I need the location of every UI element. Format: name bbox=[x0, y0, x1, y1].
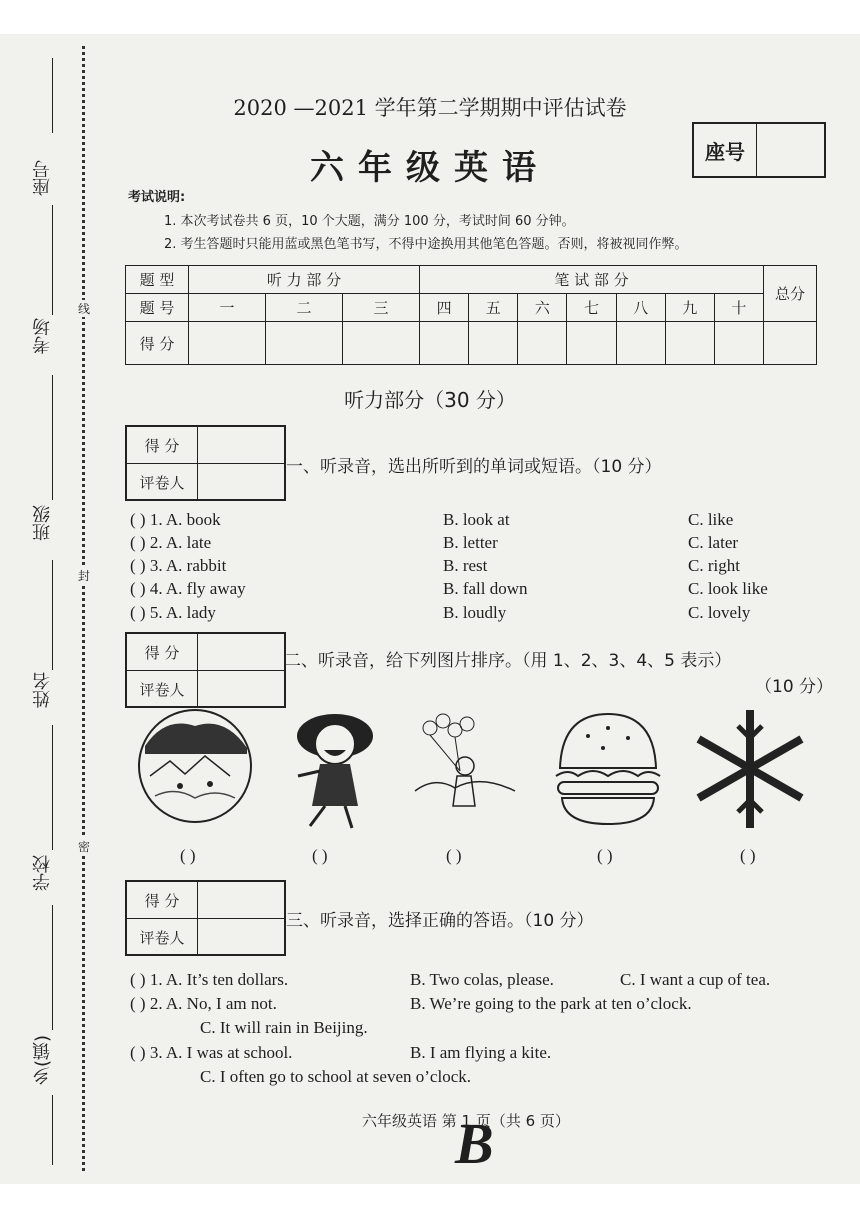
cut-mark-line: 线 bbox=[78, 302, 91, 316]
hamburger-picture bbox=[548, 706, 668, 831]
s1-q2-c: C. later bbox=[688, 533, 739, 552]
margin-label-school: 学校 bbox=[32, 855, 53, 891]
score-cell[interactable] bbox=[469, 322, 518, 365]
grader-box bbox=[125, 880, 286, 956]
s1-q1-c: C. like bbox=[688, 510, 734, 529]
score-table-total-label: 总分 bbox=[764, 266, 817, 322]
cut-line bbox=[82, 46, 85, 1171]
instruction-item: 1. 本次考试卷共 6 页，10 个大题，满分 100 分，考试时间 60 分钟。 bbox=[164, 214, 575, 229]
score-table-number: 六 bbox=[518, 294, 567, 322]
score-table-type-label: 题 型 bbox=[126, 266, 189, 294]
exam-title: 2020 —2021 学年第二学期期中评估试卷 bbox=[233, 96, 627, 120]
margin-label-seat: 座号 bbox=[32, 160, 53, 196]
s1-q2-b: B. letter bbox=[443, 533, 498, 552]
section3-title: 三、听录音，选择正确的答语。（10 分） bbox=[286, 911, 594, 931]
page-footer: 六年级英语 第 1 页（共 6 页） bbox=[362, 1112, 570, 1130]
seat-number-label: 座号 bbox=[694, 124, 757, 176]
margin-line bbox=[52, 725, 53, 850]
grader-score-label: 得 分 bbox=[127, 634, 198, 670]
picture-order-blank[interactable]: ( ) bbox=[312, 846, 328, 865]
s3-q1-b: B. Two colas, please. bbox=[410, 970, 554, 989]
picture-order-blank[interactable]: ( ) bbox=[740, 846, 756, 865]
score-table-number-label: 题 号 bbox=[126, 294, 189, 322]
balloon-girl-picture bbox=[405, 706, 525, 831]
section2-points: （10 分） bbox=[755, 677, 834, 697]
picture-order-blank[interactable]: ( ) bbox=[180, 846, 196, 865]
score-cell[interactable] bbox=[265, 322, 342, 365]
s1-q3-b: B. rest bbox=[443, 556, 488, 575]
margin-line bbox=[52, 560, 53, 670]
margin-line bbox=[52, 1095, 53, 1165]
score-table-number: 七 bbox=[567, 294, 616, 322]
snowflake-picture bbox=[690, 706, 810, 831]
grader-name-label: 评卷人 bbox=[127, 919, 198, 955]
grader-score-label: 得 分 bbox=[127, 882, 198, 918]
score-table-writing-label: 笔 试 部 分 bbox=[420, 266, 764, 294]
grader-score-field[interactable] bbox=[198, 634, 284, 670]
s1-q2-a: ( ) 2. A. late bbox=[130, 533, 212, 552]
s1-q1-a: ( ) 1. A. book bbox=[130, 510, 221, 529]
grader-name-field[interactable] bbox=[198, 671, 284, 707]
grader-score-label: 得 分 bbox=[127, 427, 198, 463]
subject-title: 六年级英语 bbox=[310, 148, 550, 188]
score-table-number: 五 bbox=[469, 294, 518, 322]
s3-q3-a: ( ) 3. A. I was at school. bbox=[130, 1043, 293, 1062]
s1-q3-c: C. right bbox=[688, 556, 740, 575]
grader-name-field[interactable] bbox=[198, 919, 284, 955]
s3-q1-c: C. I want a cup of tea. bbox=[620, 970, 771, 989]
s1-q1-b: B. look at bbox=[443, 510, 510, 529]
score-cell[interactable] bbox=[518, 322, 567, 365]
s3-q2-a: ( ) 2. A. No, I am not. bbox=[130, 994, 277, 1013]
margin-line bbox=[52, 205, 53, 315]
score-table-number: 二 bbox=[265, 294, 342, 322]
s1-q4-b: B. fall down bbox=[443, 579, 528, 598]
margin-label-class: 班级 bbox=[32, 505, 53, 541]
instructions-heading: 考试说明: bbox=[128, 190, 186, 205]
grader-box bbox=[125, 425, 286, 501]
score-cell[interactable] bbox=[714, 322, 763, 365]
instruction-item: 2. 考生答题时只能用蓝或黑色笔书写，不得中途换用其他笔色答题。否则，将被视同作弊。 bbox=[164, 237, 688, 252]
seat-number-box[interactable] bbox=[692, 122, 826, 178]
margin-label-town: 乡(镇) bbox=[32, 1035, 53, 1086]
grader-score-field[interactable] bbox=[198, 882, 284, 918]
landscape-picture bbox=[135, 706, 255, 831]
seat-number-field[interactable] bbox=[757, 124, 824, 176]
grader-name-field[interactable] bbox=[198, 464, 284, 500]
score-table-score-label: 得 分 bbox=[126, 322, 189, 365]
grader-score-field[interactable] bbox=[198, 427, 284, 463]
score-cell-total[interactable] bbox=[764, 322, 817, 365]
score-cell[interactable] bbox=[616, 322, 665, 365]
laughing-girl-picture bbox=[280, 706, 400, 831]
s1-q5-c: C. lovely bbox=[688, 603, 751, 622]
score-table-number: 四 bbox=[420, 294, 469, 322]
s1-q5-a: ( ) 5. A. lady bbox=[130, 603, 216, 622]
cut-mark-secret: 密 bbox=[78, 840, 91, 854]
margin-label-name: 姓名 bbox=[32, 672, 53, 708]
score-cell[interactable] bbox=[420, 322, 469, 365]
score-cell[interactable] bbox=[189, 322, 266, 365]
score-cell[interactable] bbox=[342, 322, 419, 365]
s3-q1-a: ( ) 1. A. It’s ten dollars. bbox=[130, 970, 289, 989]
score-table-number: 九 bbox=[665, 294, 714, 322]
grader-name-label: 评卷人 bbox=[127, 464, 198, 500]
score-table-number: 十 bbox=[714, 294, 763, 322]
margin-line bbox=[52, 905, 53, 1030]
score-table-listening-label: 听 力 部 分 bbox=[189, 266, 420, 294]
score-table-number: 三 bbox=[342, 294, 419, 322]
score-cell[interactable] bbox=[665, 322, 714, 365]
grader-box bbox=[125, 632, 286, 708]
s1-q4-a: ( ) 4. A. fly away bbox=[130, 579, 246, 598]
s1-q5-b: B. loudly bbox=[443, 603, 507, 622]
s3-q2-b: B. We’re going to the park at ten o’clock. bbox=[410, 994, 692, 1013]
version-mark: B bbox=[455, 1111, 494, 1176]
picture-order-blank[interactable]: ( ) bbox=[597, 846, 613, 865]
margin-label-room: 考场 bbox=[32, 318, 53, 354]
grader-name-label: 评卷人 bbox=[127, 671, 198, 707]
score-cell[interactable] bbox=[567, 322, 616, 365]
s3-q3-b: B. I am flying a kite. bbox=[410, 1043, 552, 1062]
section1-title: 一、听录音，选出所听到的单词或短语。（10 分） bbox=[286, 457, 662, 477]
listening-heading: 听力部分（30 分） bbox=[344, 388, 516, 412]
score-table-number: 一 bbox=[189, 294, 266, 322]
s1-q3-a: ( ) 3. A. rabbit bbox=[130, 556, 227, 575]
score-table bbox=[125, 265, 817, 365]
s1-q4-c: C. look like bbox=[688, 579, 768, 598]
section2-title: 二、听录音，给下列图片排序。（用 1、2、3、4、5 表示） bbox=[284, 651, 732, 671]
cut-mark-seal: 封 bbox=[78, 569, 91, 583]
s3-q2-c: C. It will rain in Beijing. bbox=[200, 1018, 368, 1037]
score-table-number: 八 bbox=[616, 294, 665, 322]
s3-q3-c: C. I often go to school at seven o’clock. bbox=[200, 1067, 471, 1086]
picture-order-blank[interactable]: ( ) bbox=[446, 846, 462, 865]
